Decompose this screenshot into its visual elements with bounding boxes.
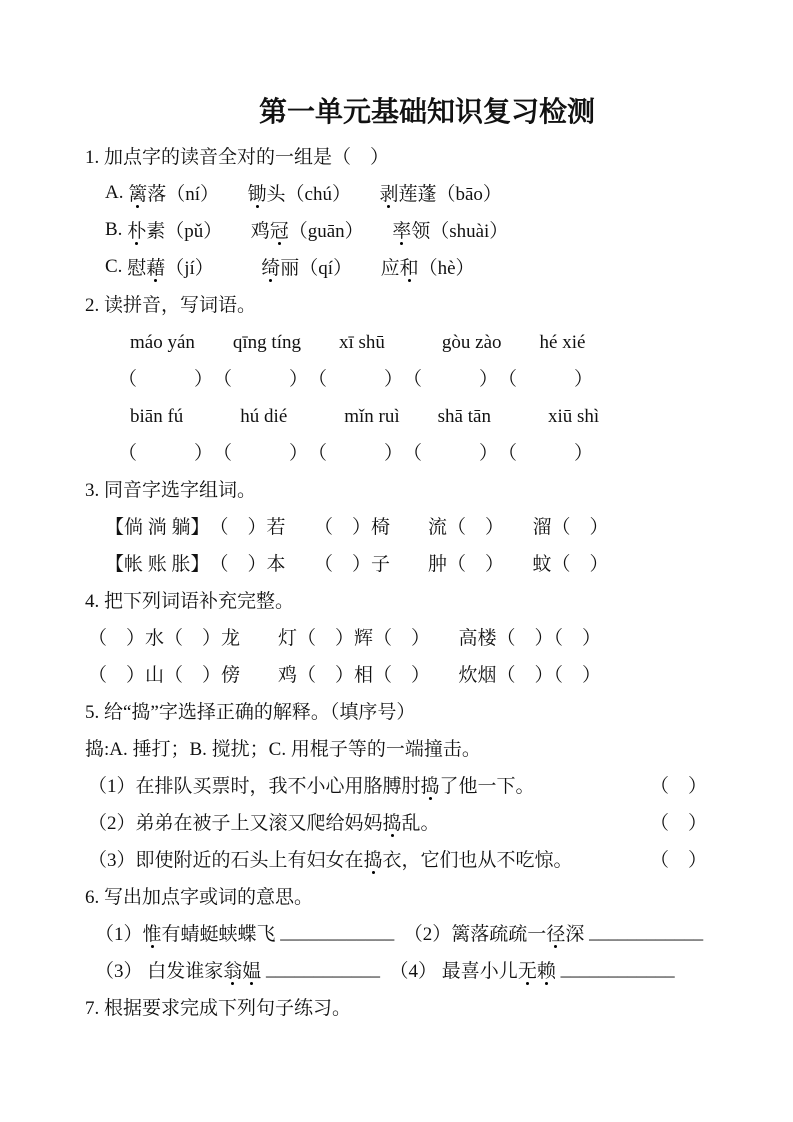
emphasized-char: 径 xyxy=(546,919,565,946)
text-run: 莲蓬（bāo） xyxy=(398,184,502,205)
page-title: 第一单元基础知识复习检测 xyxy=(258,97,595,128)
text-run: B. xyxy=(105,218,128,240)
question-7 xyxy=(85,988,707,1025)
question-4 xyxy=(85,581,707,618)
text-run: （2）篱落疏疏一 xyxy=(394,924,547,945)
emphasized-char: 捣 xyxy=(383,808,402,835)
emphasized-char: 锄 xyxy=(248,179,267,206)
text-run: 6. 写出加点字或词的意思。 xyxy=(85,887,314,908)
answer-parentheses: （ ） xyxy=(649,813,707,834)
text-run: 乱。 xyxy=(401,813,440,834)
text-run: （3）即使附近的石头上有妇女在 xyxy=(88,850,364,871)
q4-row-2 xyxy=(85,655,707,692)
q6-row-2 xyxy=(85,951,707,988)
emphasized-char: 媪 xyxy=(242,956,261,983)
question-5 xyxy=(85,692,707,729)
text-run: C. xyxy=(105,255,128,277)
q2-pinyin-row-1 xyxy=(85,322,707,359)
text-run: （4） 最喜小儿 xyxy=(380,961,518,982)
text-run: （1） xyxy=(95,924,143,945)
answer-blank: ____________ xyxy=(280,921,395,943)
emphasized-char: 赖 xyxy=(537,956,556,983)
emphasized-char: 捣 xyxy=(364,845,383,872)
text-run: 1. 加点字的读音全对的一组是（ ） xyxy=(85,147,390,168)
emphasized-char: 惟 xyxy=(143,919,162,946)
answer-parentheses: （ ） xyxy=(649,850,707,871)
text-run: 有蜻蜓蛱蝶飞 xyxy=(161,924,281,945)
emphasized-char: 冠 xyxy=(270,216,289,243)
text-run: A. xyxy=(105,181,129,203)
question-1 xyxy=(85,137,707,174)
text-run: （ ）山（ ）傍 鸡（ ）相（ ） 炊烟（ ）（ ） xyxy=(88,665,602,686)
q5-item-1 xyxy=(85,766,707,803)
text-run: （ ）水（ ）龙 灯（ ）辉（ ） 高楼（ ）（ ） xyxy=(88,628,602,649)
text-run: 【倘 淌 躺】 （ ）若 （ ）椅 流（ ） 溜（ ） xyxy=(105,517,609,538)
emphasized-char: 剥 xyxy=(379,179,398,206)
worksheet-body xyxy=(85,137,707,1025)
text-run: 了他一下。 xyxy=(439,776,535,797)
text-run: 慰 xyxy=(127,258,147,279)
emphasized-char: 篱 xyxy=(128,179,147,206)
text-run: 深 xyxy=(565,924,590,945)
text-run: biān fú hú dié mǐn ruì shā tān xiū shì xyxy=(130,406,600,427)
text-run: 丽（qí） xyxy=(280,258,381,279)
q2-answer-row-1 xyxy=(85,359,707,396)
text-run: （3） 白发谁家 xyxy=(95,961,224,982)
emphasized-char: 率 xyxy=(392,216,411,243)
text-run: máo yán qīng tíng xī shū gòu zào hé xié xyxy=(130,332,586,353)
text-run: （2）弟弟在被子上又滚又爬给妈妈 xyxy=(88,813,383,834)
answer-blank: ____________ xyxy=(266,958,381,980)
text-run: （ ） （ ） （ ） （ ） （ ） xyxy=(118,369,594,390)
text-run: 4. 把下列词语补充完整。 xyxy=(85,591,295,612)
q3-row-2 xyxy=(85,544,707,581)
text-run: （jí） xyxy=(165,258,262,279)
q1-option-c xyxy=(85,248,707,285)
text-run: 7. 根据要求完成下列句子练习。 xyxy=(85,998,352,1019)
text-run: 捣:A. 捶打；B. 搅扰；C. 用棍子等的一端撞击。 xyxy=(85,739,481,760)
text-run: 衣，它们也从不吃惊。 xyxy=(382,850,573,871)
answer-blank: ____________ xyxy=(560,958,675,980)
text-run: 素（pǔ） xyxy=(146,221,251,242)
emphasized-char: 捣 xyxy=(421,771,440,798)
q5-item-3 xyxy=(85,840,707,877)
text-run: 领（shuài） xyxy=(411,221,509,242)
text-run: 鸡 xyxy=(250,221,270,242)
text-run: 【帐 账 胀】 （ ）本 （ ）子 肿（ ） 蚊（ ） xyxy=(105,554,609,575)
answer-blank: ____________ xyxy=(589,921,704,943)
question-3 xyxy=(85,470,707,507)
q3-row-1 xyxy=(85,507,707,544)
q1-option-a xyxy=(85,174,707,211)
text-run: 2. 读拼音，写词语。 xyxy=(85,295,257,316)
q2-answer-row-2 xyxy=(85,433,707,470)
question-6 xyxy=(85,877,707,914)
text-run: 3. 同音字选字组词。 xyxy=(85,480,257,501)
question-2 xyxy=(85,285,707,322)
emphasized-char: 朴 xyxy=(127,216,146,243)
text-run: （ ） （ ） （ ） （ ） （ ） xyxy=(118,443,594,464)
q5-item-2 xyxy=(85,803,707,840)
text-run: 落（ní） xyxy=(147,184,248,205)
answer-parentheses: （ ） xyxy=(649,776,707,797)
q1-option-b xyxy=(85,211,707,248)
text-run: （guān） xyxy=(288,221,393,242)
q2-pinyin-row-2 xyxy=(85,396,707,433)
text-run: 头（chú） xyxy=(266,184,380,205)
q6-row-1 xyxy=(85,914,707,951)
text-run: （hè） xyxy=(418,258,475,279)
text-run: 应 xyxy=(380,258,400,279)
text-run: （1）在排队买票时，我不小心用胳膊肘 xyxy=(88,776,421,797)
emphasized-char: 藉 xyxy=(146,253,165,280)
emphasized-char: 绮 xyxy=(261,253,280,280)
emphasized-char: 翁 xyxy=(223,956,242,983)
text-run: 5. 给“捣”字选择正确的解释。（填序号） xyxy=(85,702,416,723)
q4-row-1 xyxy=(85,618,707,655)
q5-definitions xyxy=(85,729,707,766)
emphasized-char: 无 xyxy=(518,956,537,983)
emphasized-char: 和 xyxy=(400,253,419,280)
